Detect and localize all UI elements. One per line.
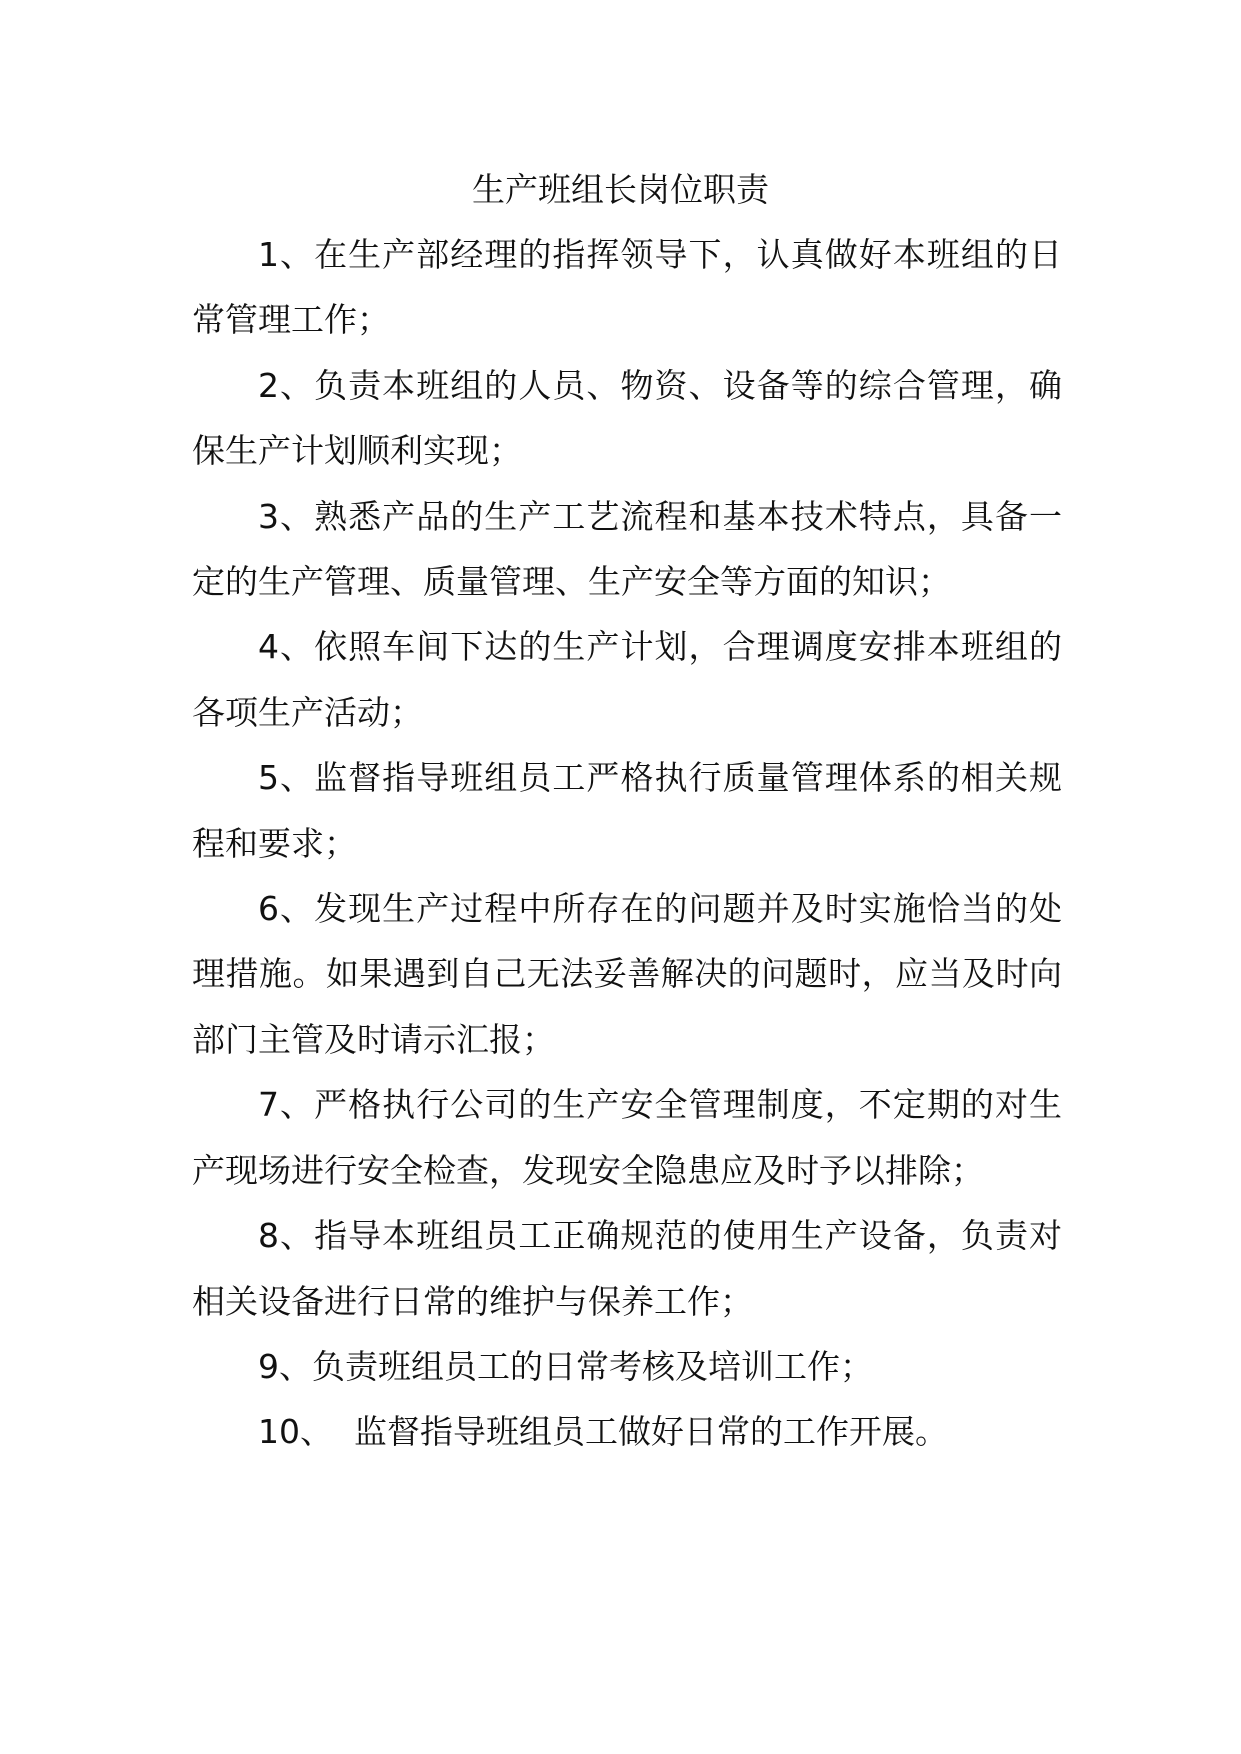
duty-item-5: 5、监督指导班组员工严格执行质量管理体系的相关规程和要求； [192,758,1062,863]
duty-item-7: 7、严格执行公司的生产安全管理制度，不定期的对生产现场进行安全检查，发现安全隐患应及时予以排除； [192,1085,1062,1190]
duty-item-6: 6、发现生产过程中所存在的问题并及时实施恰当的处理措施。如果遇到自己无法妥善解决的问题时，应当及时向部门主管及时请示汇报； [192,889,1062,1059]
document-title: 生产班组长岗位职责 [472,170,769,209]
duty-item-4: 4、依照车间下达的生产计划，合理调度安排本班组的各项生产活动； [192,627,1062,732]
duty-item-9: 9、负责班组员工的日常考核及培训工作； [258,1346,873,1386]
document-body [192,222,1062,1465]
duty-item-8: 8、指导本班组员工正确规范的使用生产设备，负责对相关设备进行日常的维护与保养工作； [192,1216,1062,1321]
duty-item-1: 1、在生产部经理的指挥领导下，认真做好本班组的日常管理工作； [192,235,1062,340]
duty-item-10: 10、 监督指导班组员工做好日常的工作开展。 [258,1412,948,1452]
duty-item-2: 2、负责本班组的人员、物资、设备等的综合管理，确保生产计划顺利实现； [192,365,1062,471]
duty-item-3: 3、熟悉产品的生产工艺流程和基本技术特点，具备一定的生产管理、质量管理、生产安全等方面的知识； [192,496,1062,602]
